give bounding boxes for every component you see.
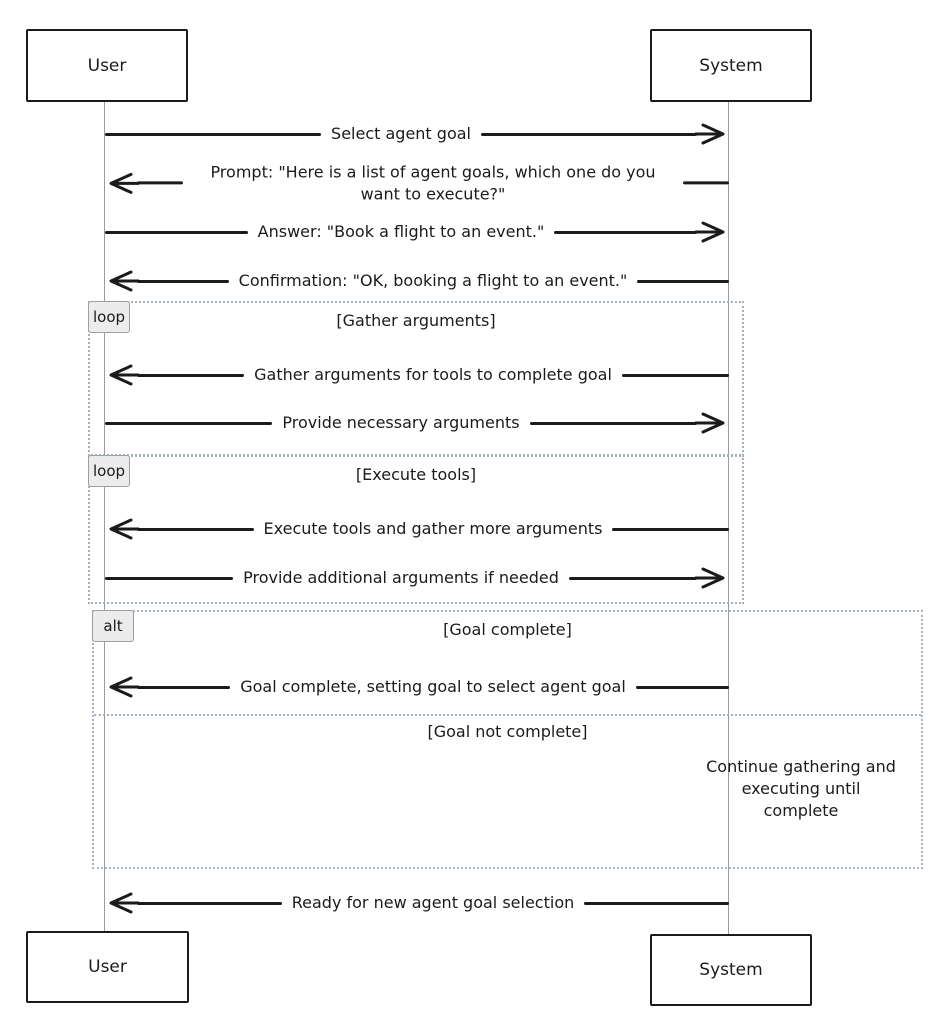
message-line xyxy=(137,686,230,689)
alt-title-goal-complete: [Goal complete] xyxy=(443,620,572,639)
actor-user-bottom-label: User xyxy=(88,957,127,977)
message-ready-new-goal xyxy=(105,892,729,914)
arrowhead-right-icon xyxy=(695,412,729,434)
message-text: Provide necessary arguments xyxy=(282,413,520,433)
message-line xyxy=(584,902,729,905)
actor-user-bottom xyxy=(26,931,189,1003)
alt-title-goal-not-complete: [Goal not complete] xyxy=(427,722,588,741)
message-line xyxy=(137,374,244,377)
message-line xyxy=(622,374,729,377)
loop-title-execute-tools: [Execute tools] xyxy=(355,465,477,484)
arrowhead-left-icon xyxy=(105,892,139,914)
loop-title-gather-arguments: [Gather arguments] xyxy=(336,311,496,330)
message-provide-additional-arguments xyxy=(105,567,729,589)
message-line xyxy=(636,686,729,689)
message-line xyxy=(105,133,321,136)
message-prompt-agent-goals xyxy=(105,161,729,204)
message-line xyxy=(569,577,697,580)
message-text: Provide additional arguments if needed xyxy=(243,568,559,588)
actor-system-bottom xyxy=(650,934,812,1006)
message-text: Confirmation: "OK, booking a flight to an event." xyxy=(238,271,628,291)
message-line xyxy=(105,422,272,425)
message-line xyxy=(612,528,729,531)
message-confirmation-ok xyxy=(105,270,729,292)
actor-system-top xyxy=(650,29,812,102)
actor-user-top xyxy=(26,29,188,102)
message-line xyxy=(137,528,254,531)
message-select-agent-goal xyxy=(105,123,729,145)
message-line xyxy=(137,182,183,185)
message-provide-arguments xyxy=(105,412,729,434)
actor-user-top-label: User xyxy=(87,55,127,76)
alt-label-text: alt xyxy=(103,617,123,635)
actor-system-top-label: System xyxy=(699,55,763,76)
arrowhead-left-icon xyxy=(105,518,139,540)
arrowhead-left-icon xyxy=(105,172,139,194)
message-line xyxy=(554,231,697,234)
arrowhead-right-icon xyxy=(695,123,729,145)
message-line xyxy=(105,577,233,580)
alt-divider xyxy=(94,714,921,716)
message-text: Ready for new agent goal selection xyxy=(291,893,575,913)
arrowhead-right-icon xyxy=(695,221,729,243)
alt-frame-goal-complete xyxy=(92,610,923,869)
arrowhead-right-icon xyxy=(695,567,729,589)
message-text: Select agent goal xyxy=(331,124,471,144)
message-text: Answer: "Book a flight to an event." xyxy=(257,222,545,242)
message-execute-tools xyxy=(105,518,729,540)
message-gather-arguments xyxy=(105,364,729,386)
message-line xyxy=(105,231,248,234)
message-text: Gather arguments for tools to complete goal xyxy=(254,365,612,385)
message-text: Prompt: "Here is a list of agent goals, which one do you want to execute?" xyxy=(210,162,656,203)
message-line xyxy=(683,182,729,185)
message-line xyxy=(137,280,229,283)
message-line xyxy=(637,280,729,283)
arrowhead-left-icon xyxy=(105,270,139,292)
message-answer-book-flight xyxy=(105,221,729,243)
message-text: Goal complete, setting goal to select agent goal xyxy=(240,677,626,697)
loop-label-text: loop xyxy=(92,462,126,480)
note-continue-gathering: Continue gathering and executing until complete xyxy=(706,757,896,821)
message-goal-complete xyxy=(105,676,729,698)
message-line xyxy=(137,902,282,905)
message-text: Execute tools and gather more arguments xyxy=(263,519,603,539)
arrowhead-left-icon xyxy=(105,676,139,698)
actor-system-bottom-label: System xyxy=(699,960,763,980)
message-line xyxy=(530,422,697,425)
arrowhead-left-icon xyxy=(105,364,139,386)
message-line xyxy=(481,133,697,136)
loop-label-text: loop xyxy=(92,308,126,326)
